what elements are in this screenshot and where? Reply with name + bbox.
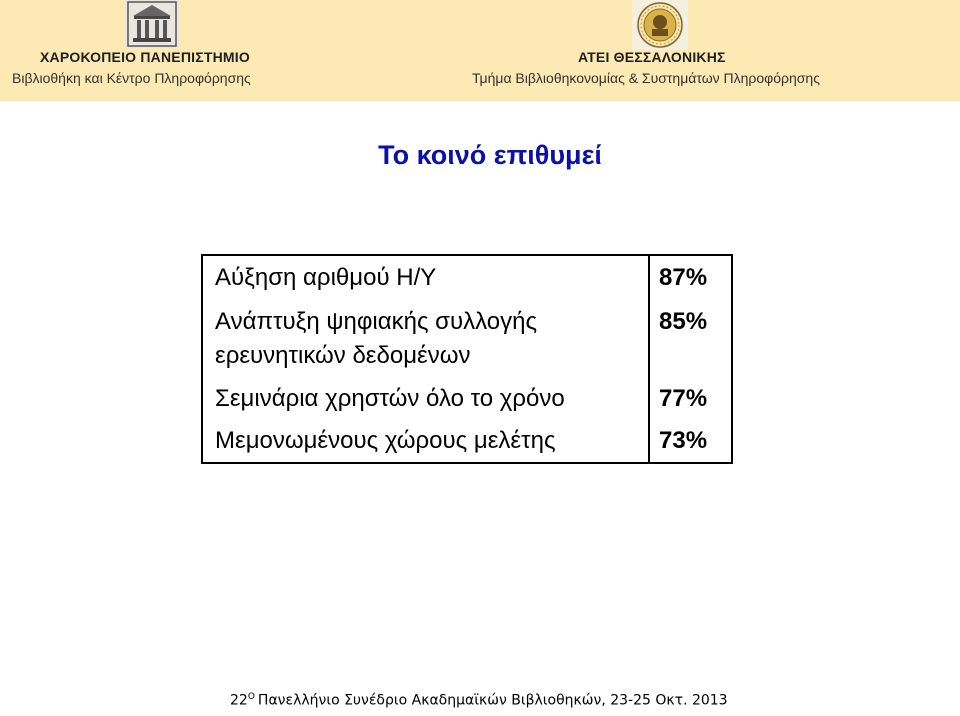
department-right: Τμήμα Βιβλιοθηκονομίας & Συστημάτων Πληροφόρησης [472,70,820,86]
header-band [0,0,960,101]
row-value-seminars: 77% [659,385,708,412]
footer [0,688,960,716]
institution-name-left: ΧΑΡΟΚΟΠΕΙΟ ΠΑΝΕΠΙΣΤΗΜΙΟ [40,49,250,65]
department-left: Βιβλιοθήκη και Κέντρο Πληροφόρησης [12,70,251,86]
row-label-digital-collection-line2: ερευνητικών δεδομένων [215,342,471,369]
results-table [201,254,733,464]
conference-ordinal: Ο [247,692,255,702]
row-value-study-spaces: 73% [659,427,708,454]
row-label-digital-collection: Ανάπτυξη ψηφιακής συλλογής [215,308,538,335]
row-label-computers: Αύξηση αριθμού Η/Υ [215,264,437,291]
conference-title: Πανελλήνιο Συνέδριο Ακαδημαϊκών Βιβλιοθηκών, 23-25 Οκτ. 2013 [257,692,728,709]
round-seal-icon [632,0,688,50]
row-label-study-spaces: Μεμονωμένους χώρους μελέτης [215,427,556,454]
conference-number: 22 [230,692,248,709]
footer-text [230,692,728,709]
temple-seal-icon [125,0,179,48]
row-value-digital-collection: 85% [659,308,708,335]
row-value-computers: 87% [659,264,708,291]
slide-title: Το κοινό επιθυμεί [378,140,602,170]
institution-name-right: ΑΤΕΙ ΘΕΣΣΑΛΟΝΙΚΗΣ [578,49,726,65]
row-label-seminars: Σεμινάρια χρηστών όλο το χρόνο [215,385,565,412]
column-divider [648,256,650,462]
